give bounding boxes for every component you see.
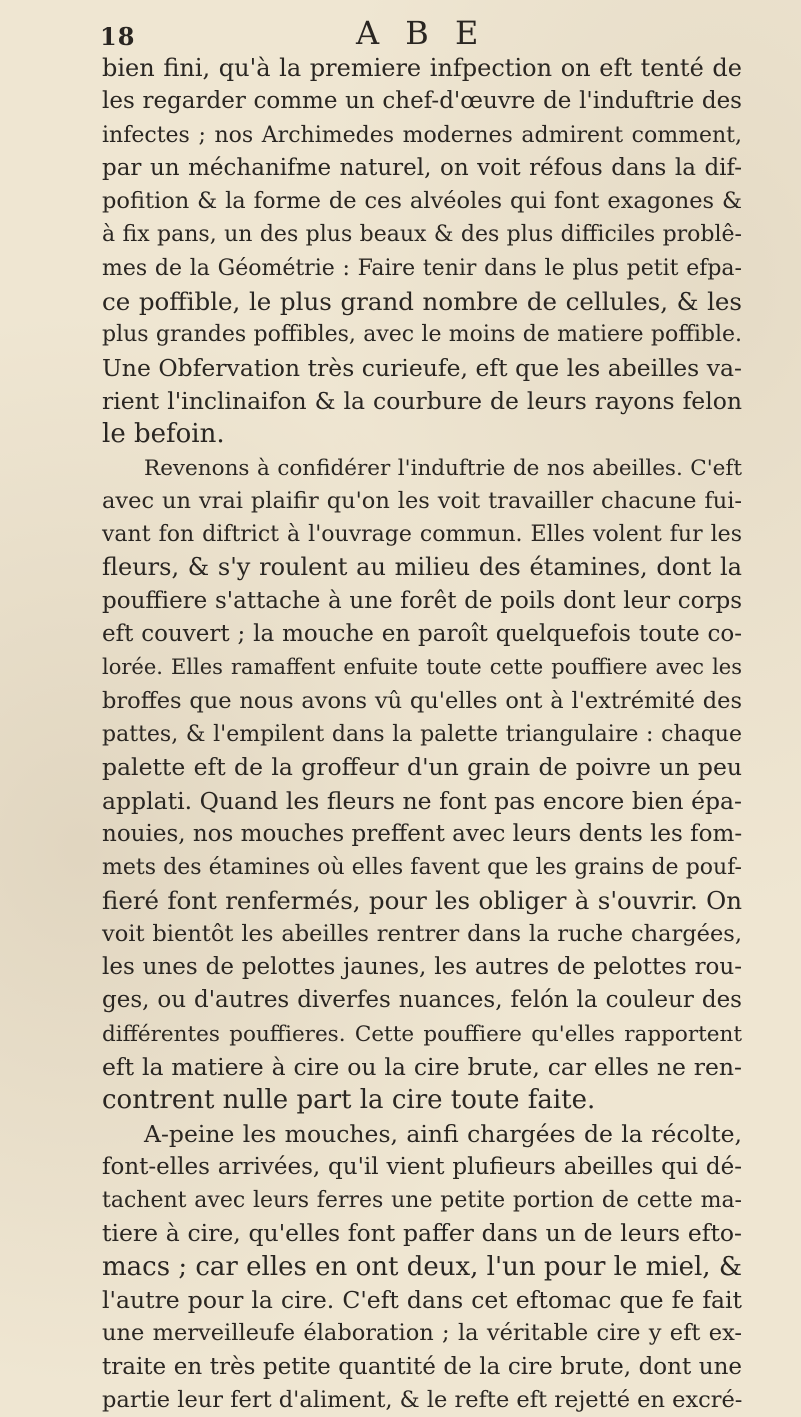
text-line: ges, ou d'autres diverfes nuances, felón la couleur des xyxy=(102,987,742,1014)
text-line: eft la matiere à cire ou la cire brute, car elles ne ren- xyxy=(102,1052,742,1081)
text-line: contrent nulle part la cire toute faite. xyxy=(102,1085,596,1116)
page-number: 18 xyxy=(100,22,136,51)
text-line: lorée. Elles ramaffent enfuite toute cette pouffiere avec les xyxy=(102,655,742,680)
text-line: tiere à cire, qu'elles font paffer dans un de leurs efto- xyxy=(102,1219,742,1248)
body-text xyxy=(102,52,742,1417)
text-line: font-elles arrivées, qu'il vient plufieurs abeilles qui dé- xyxy=(102,1153,742,1180)
text-line: avec un vrai plaifir qu'on les voit travailler chacune fui- xyxy=(102,487,742,514)
text-line: le befoin. xyxy=(102,419,225,450)
text-line: par un méchanifme naturel, on voit réfous dans la dif- xyxy=(102,154,742,181)
running-head: A B E xyxy=(356,14,487,52)
text-line: les regarder comme un chef-d'œuvre de l'induftrie des xyxy=(102,88,742,115)
text-line: voit bientôt les abeilles rentrer dans la ruche chargées, xyxy=(102,920,742,947)
text-line: mets des étamines où elles favent que les grains de pouf- xyxy=(102,855,742,881)
text-line: plus grandes poffibles, avec le moins de matiere poffible. xyxy=(102,322,742,348)
text-line: Une Obfervation très curieufe, eft que les abeilles va- xyxy=(102,353,742,382)
text-line: mes de la Géométrie : Faire tenir dans le plus petit efpa- xyxy=(102,255,742,281)
text-line: nouies, nos mouches preffent avec leurs dents les fom- xyxy=(102,820,743,847)
text-line: rient l'inclinaifon & la courbure de leurs rayons felon xyxy=(102,386,742,415)
text-line: macs ; car elles en ont deux, l'un pour le miel, & xyxy=(102,1251,742,1282)
text-line: broffes que nous avons vû qu'elles ont à l'extrémité des xyxy=(102,687,742,714)
text-line: partie leur fert d'aliment, & le refte eft rejetté en excré- xyxy=(102,1386,743,1413)
text-line: bien fini, qu'à la premiere infpection on eft tenté de xyxy=(102,54,742,82)
text-line: les unes de pelottes jaunes, les autres de pelottes rou- xyxy=(102,954,742,981)
text-line: l'autre pour la cire. C'eft dans cet eftomac que fe fait xyxy=(102,1285,742,1314)
text-line: fieré font renfermés, pour les obliger à s'ouvrir. On xyxy=(102,886,742,916)
text-line: fleurs, & s'y roulent au milieu des étamines, dont la xyxy=(102,553,742,582)
text-line: eft couvert ; la mouche en paroît quelquefois toute co- xyxy=(102,621,742,648)
text-line: pofition & la forme de ces alvéoles qui font exagones & xyxy=(102,188,742,215)
text-line: tachent avec leurs ferres une petite portion de cette ma- xyxy=(102,1188,742,1214)
text-line: Revenons à confidérer l'induftrie de nos abeilles. C'eft xyxy=(144,455,742,481)
text-line: vant fon diftrict à l'ouvrage commun. Elles volent fur les xyxy=(102,522,742,548)
text-line: infectes ; nos Archimedes modernes admirent comment, xyxy=(102,122,742,148)
text-line: pouffiere s'attache à une forêt de poils dont leur corps xyxy=(102,587,742,614)
page-header xyxy=(0,14,801,54)
text-line: traite en très petite quantité de la cire brute, dont une xyxy=(102,1353,742,1380)
text-line: une merveilleufe élaboration ; la véritable cire y eft ex- xyxy=(102,1320,742,1347)
text-line: pattes, & l'empilent dans la palette triangulaire : chaque xyxy=(102,721,742,747)
text-line: A-peine les mouches, ainfi chargées de la récolte, xyxy=(144,1119,742,1148)
text-line: applati. Quand les fleurs ne font pas encore bien épa- xyxy=(102,786,742,815)
text-line: ce poffible, le plus grand nombre de cellules, & les xyxy=(102,287,742,317)
text-line: palette eft de la groffeur d'un grain de poivre un peu xyxy=(102,753,742,782)
text-line: différentes pouffieres. Cette pouffiere qu'elles rapportent xyxy=(102,1021,742,1047)
text-line: à fix pans, un des plus beaux & des plus difficiles problê- xyxy=(102,222,742,248)
